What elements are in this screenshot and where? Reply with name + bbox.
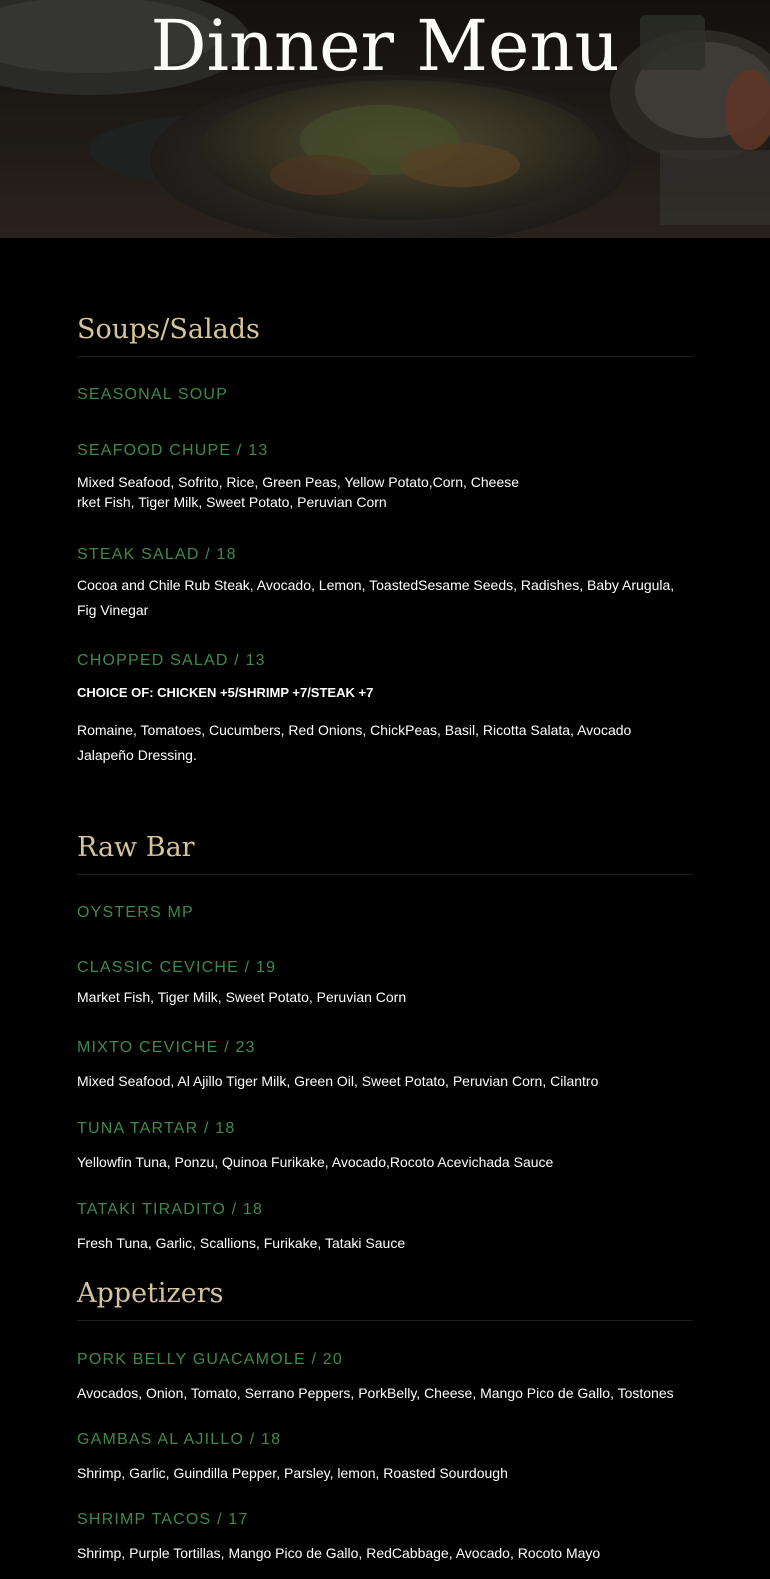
menu-item-description: Market Fish, Tiger Milk, Sweet Potato, Peruvian Corn <box>77 989 407 1005</box>
section-divider <box>77 874 693 875</box>
description-line: rket Fish, Tiger Milk, Sweet Potato, Peruvian Corn <box>77 494 387 510</box>
menu-item-name: TUNA TARTAR / 18 <box>77 1120 236 1137</box>
menu-item-description: Shrimp, Purple Tortillas, Mango Pico de Gallo, RedCabbage, Avocado, Rocoto Mayo <box>77 1545 601 1561</box>
menu-item-description: Romaine, Tomatoes, Cucumbers, Red Onions, ChickPeas, Basil, Ricotta Salata, Avocado Jalapeño Dressing. <box>77 722 632 763</box>
menu-item-name: SEAFOOD CHUPE / 13 <box>77 442 269 459</box>
menu-item-name: CHOPPED SALAD / 13 <box>77 652 266 669</box>
menu-item-name: TATAKI TIRADITO / 18 <box>77 1201 264 1218</box>
menu-item-description: Shrimp, Garlic, Guindilla Pepper, Parsley, lemon, Roasted Sourdough <box>77 1465 508 1481</box>
menu-item-description: Mixed Seafood, Al Ajillo Tiger Milk, Green Oil, Sweet Potato, Peruvian Corn, Cilantro <box>77 1073 599 1089</box>
section-title-soups-salads: Soups/Salads <box>77 314 260 345</box>
section-title-appetizers: Appetizers <box>77 1278 224 1309</box>
section-divider <box>77 1320 693 1321</box>
menu-item-name: MIXTO CEVICHE / 23 <box>77 1039 256 1056</box>
section-divider <box>77 356 693 357</box>
menu-item-description: Fresh Tuna, Garlic, Scallions, Furikake, Tataki Sauce <box>77 1235 406 1251</box>
menu-item-name: STEAK SALAD / 18 <box>77 546 237 563</box>
menu-item-description: Cocoa and Chile Rub Steak, Avocado, Lemon, ToastedSesame Seeds, Radishes, Baby Arugula, Fig Vinegar <box>77 577 675 618</box>
menu-item-name: SHRIMP TACOS / 17 <box>77 1511 249 1528</box>
section-title-raw-bar: Raw Bar <box>77 832 195 863</box>
page-title: Dinner Menu <box>150 5 620 87</box>
menu-item-name: SEASONAL SOUP <box>77 386 229 403</box>
menu-item-name: CLASSIC CEVICHE / 19 <box>77 959 277 976</box>
menu-item-choice: CHOICE OF: CHICKEN +5/SHRIMP +7/STEAK +7 <box>77 685 374 700</box>
menu-item-description <box>77 472 677 512</box>
menu-item-name: OYSTERS MP <box>77 904 194 921</box>
hero-banner <box>0 0 770 238</box>
menu-item-name: GAMBAS AL AJILLO / 18 <box>77 1431 282 1448</box>
menu-item-description: Yellowfin Tuna, Ponzu, Quinoa Furikake, Avocado,Rocoto Acevichada Sauce <box>77 1154 554 1170</box>
menu-item-description: Avocados, Onion, Tomato, Serrano Peppers, PorkBelly, Cheese, Mango Pico de Gallo, Tostones <box>77 1385 674 1401</box>
menu-item-name: PORK BELLY GUACAMOLE / 20 <box>77 1351 343 1368</box>
description-line: Mixed Seafood, Sofrito, Rice, Green Peas, Yellow Potato,Corn, Cheese <box>77 474 520 490</box>
